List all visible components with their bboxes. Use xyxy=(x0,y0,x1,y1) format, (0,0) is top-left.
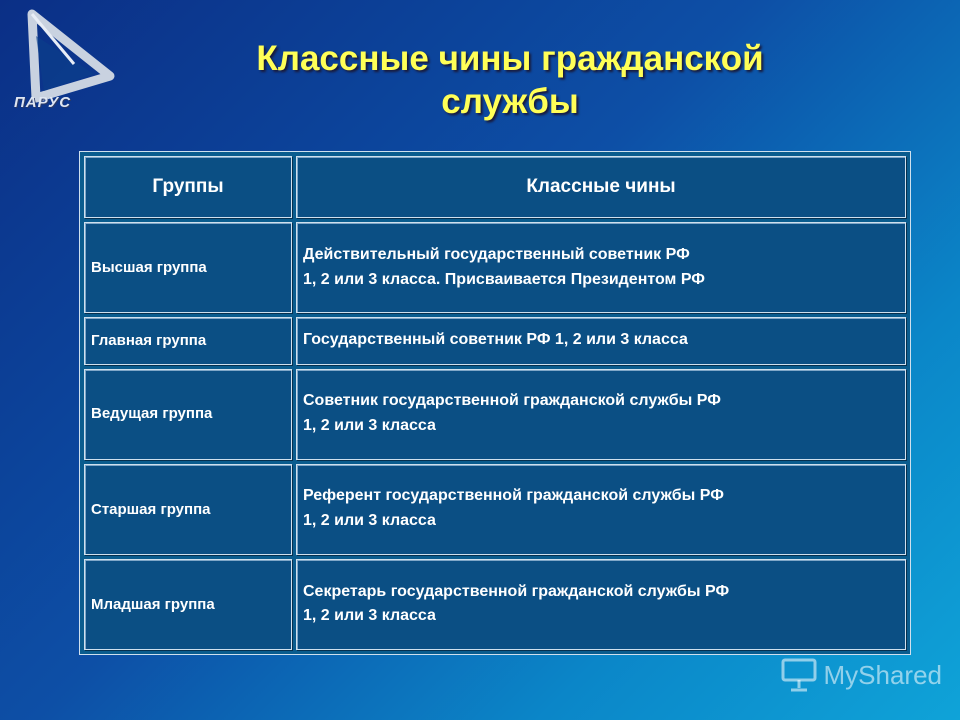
header-ranks: Классные чины xyxy=(296,156,906,218)
watermark-text: MyShared xyxy=(823,659,942,690)
table-row xyxy=(84,317,906,364)
rank-line: 1, 2 или 3 класса xyxy=(303,417,436,435)
logo-text: ПАРУС xyxy=(14,94,72,111)
title-line-1: Классные чины гражданской xyxy=(256,39,764,78)
row-group-cell: Высшая группа xyxy=(84,222,292,313)
row-rank-cell xyxy=(296,369,906,460)
row-group-cell: Младшая группа xyxy=(84,559,292,650)
rank-line: Референт государственной гражданской службы РФ xyxy=(303,487,724,505)
ranks-table xyxy=(79,151,911,655)
row-rank-cell xyxy=(296,559,906,650)
table-row xyxy=(84,369,906,460)
presentation-board-icon xyxy=(780,656,818,694)
rank-line: Секретарь государственной гражданской службы РФ xyxy=(303,582,730,600)
table-header-row xyxy=(84,156,906,218)
rank-line: 1, 2 или 3 класса xyxy=(303,607,436,625)
slide-title xyxy=(150,38,870,123)
row-rank-cell xyxy=(296,317,906,364)
rank-line: 1, 2 или 3 класса. Присваивается Президентом РФ xyxy=(303,270,705,288)
title-line-2: службы xyxy=(441,81,579,121)
myshared-watermark xyxy=(780,656,943,694)
row-group-cell: Ведущая группа xyxy=(84,369,292,460)
rank-line: Государственный советник РФ 1, 2 или 3 класса xyxy=(303,331,688,349)
rank-line: Советник государственной гражданской службы РФ xyxy=(303,392,721,410)
table-row xyxy=(84,464,906,555)
table-row xyxy=(84,222,906,313)
table-row xyxy=(84,559,906,650)
row-group-cell: Старшая группа xyxy=(84,464,292,555)
header-groups: Группы xyxy=(84,156,292,218)
row-group-cell: Главная группа xyxy=(84,317,292,364)
rank-line: Действительный государственный советник РФ xyxy=(303,245,690,263)
row-rank-cell xyxy=(296,222,906,313)
rank-line: 1, 2 или 3 класса xyxy=(303,512,436,530)
row-rank-cell xyxy=(296,464,906,555)
